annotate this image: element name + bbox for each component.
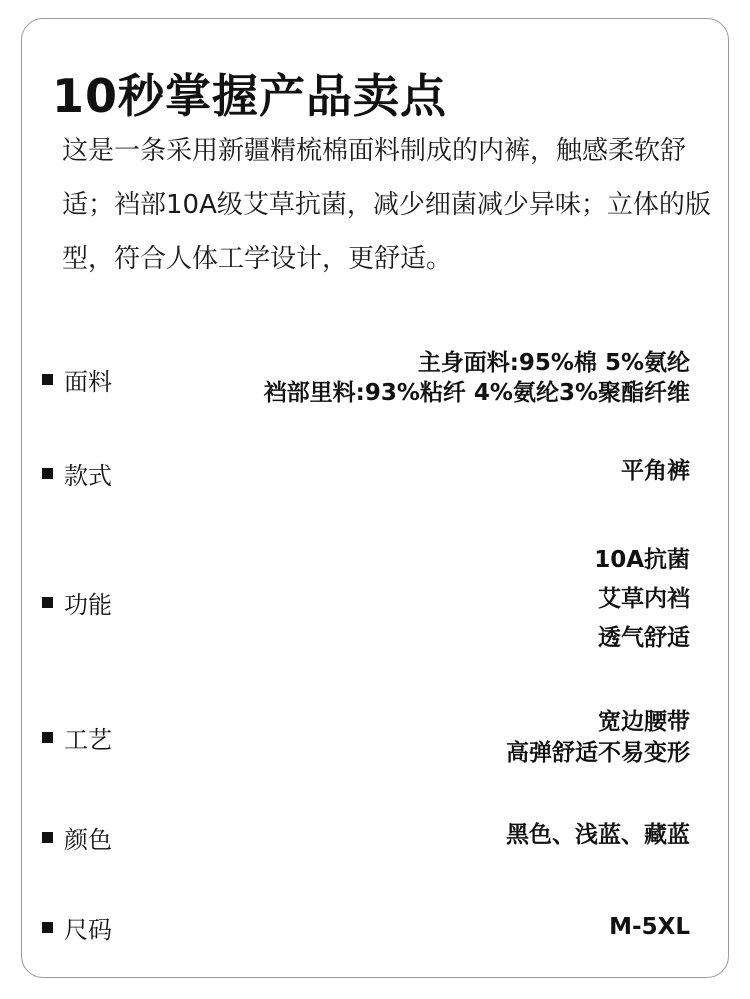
page-title: 10秒掌握产品卖点 <box>52 69 448 123</box>
spec-value-line: 10A抗菌 <box>594 547 690 573</box>
bullet-icon <box>42 922 53 933</box>
spec-label-size <box>42 910 112 945</box>
spec-value-line: 高弹舒适不易变形 <box>506 740 690 766</box>
spec-value-fabric <box>264 348 690 408</box>
spec-value-size <box>609 912 690 942</box>
spec-value-line: 黑色、浅蓝、藏蓝 <box>506 822 690 848</box>
spec-label-text: 功能 <box>64 591 112 619</box>
spec-value-line: 平角裤 <box>621 458 690 484</box>
spec-value-color <box>506 820 690 850</box>
spec-label-craft <box>42 720 112 755</box>
intro-paragraph: 这是一条采用新疆精梳棉面料制成的内裤，触感柔软舒适；裆部10A级艾草抗菌，减少细菌减少异味；立体的版型，符合人体工学设计，更舒适。 <box>62 136 711 274</box>
bullet-icon <box>42 468 53 479</box>
spec-label-text: 尺码 <box>64 916 112 944</box>
spec-value-line: M-5XL <box>609 914 690 940</box>
spec-label-text: 颜色 <box>64 826 112 854</box>
spec-value-line: 裆部里料:93%粘纤 4%氨纶3%聚酯纤维 <box>263 380 690 406</box>
spec-value-line: 艾草内裆 <box>598 586 690 612</box>
bullet-icon <box>42 597 53 608</box>
bullet-icon <box>42 374 53 385</box>
spec-label-color <box>42 820 112 855</box>
spec-label-text: 面料 <box>64 368 112 396</box>
spec-value-line: 透气舒适 <box>598 625 690 651</box>
spec-label-text: 工艺 <box>64 726 112 754</box>
spec-label-text: 款式 <box>64 462 112 490</box>
spec-value-function <box>594 541 690 658</box>
bullet-icon <box>42 732 53 743</box>
spec-value-craft <box>506 707 690 769</box>
bullet-icon <box>42 832 53 843</box>
spec-label-style <box>42 456 112 491</box>
spec-value-line: 宽边腰带 <box>598 709 690 735</box>
spec-value-style <box>621 456 690 486</box>
spec-label-function <box>42 585 112 620</box>
spec-value-line: 主身面料:95%棉 5%氨纶 <box>417 350 690 376</box>
spec-label-fabric <box>42 362 112 397</box>
